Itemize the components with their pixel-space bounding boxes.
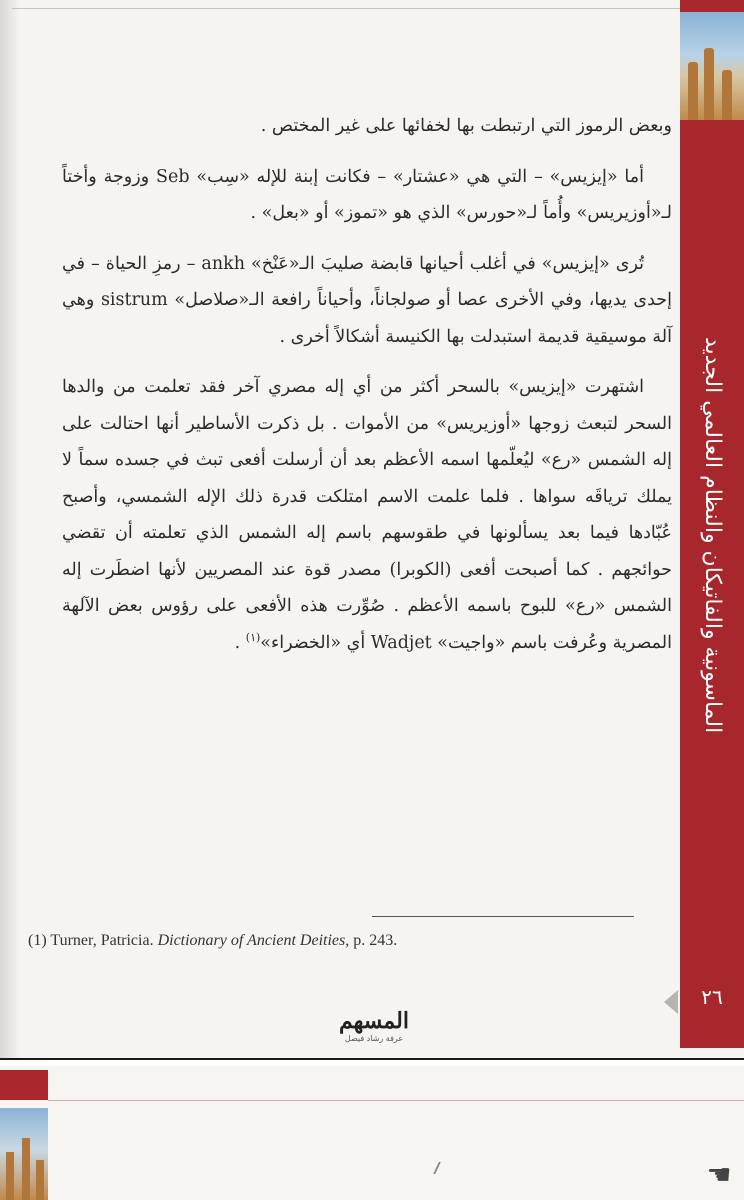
sidebar-photo <box>680 12 744 120</box>
footnote-prefix: (1) Turner, Patricia. <box>28 932 158 949</box>
next-page-rule <box>48 1100 744 1101</box>
body-text <box>62 108 672 675</box>
page-marker-icon <box>664 990 678 1014</box>
paragraph-4-end: . <box>234 632 246 653</box>
running-title: الماسونية والفاتيكان والنظام العالمي الجديد <box>700 336 725 734</box>
paragraph-1: وبعض الرموز التي ارتبطت بها لخفائها على غير المختص . <box>260 116 672 136</box>
footnote-suffix: , p. 243. <box>345 932 398 949</box>
footnote-marker[interactable]: (١) <box>245 630 261 644</box>
footnote <box>28 932 628 950</box>
hand-pointer-icon[interactable]: ☚ <box>706 1158 732 1191</box>
logo-sub: عرفة رشاد فيصل <box>344 1034 404 1043</box>
next-page <box>0 1066 744 1200</box>
paragraph-2: أما «إيزيس» – التي هي «عشتار» – فكانت إبنة للإله «سِب» Seb وزوجة وأختاً لـ«أوزيريس» وأُماً لـ«حورس» الذي هو «تموز» أو «بعل» . <box>62 166 672 223</box>
next-page-photo <box>0 1108 48 1200</box>
page-divider <box>0 1058 744 1060</box>
footnote-title: Dictionary of Ancient Deities <box>157 932 346 949</box>
top-rule <box>12 8 698 9</box>
next-page-red-tab <box>0 1070 48 1100</box>
paragraph-4-text: اشتهرت «إيزيس» بالسحر أكثر من أي إله مصري آخر فقد تعلمت من والدها السحر لتبعث زوجها «أوزيريس» من الأموات . بل ذكرت الأساطير أنها احتالت على إله الشمس «رع» ليُعلّمها اسمه الأعظم بعد أن أرسلت أفعى تبث في جسده سماً لا يملك ترياقَه سواها . فلما علمت الاسم امتلكت قدرة ذلك الإله الشمسي، وأصبح عُبّادها فيما بعد يسألونها في طقوسهم باسم إله الشمس الذي تعلمته أن تقضي حوائجهم . كما أصبحت أفعى (الكوبرا) مصدر قوة عند المصريين لأنها اضطَرت إله الشمس «رع» للبوح باسمه الأعظم . صُوِّرت هذه الأفعى على رؤوس بعض الآلهة المصرية وعُرفت باسم «واجيت» Wadjet أي «الخضراء» <box>62 377 672 653</box>
logo-main: المسهم <box>339 1008 409 1034</box>
page-number: ٢٦ <box>701 985 723 1009</box>
publisher-logo <box>334 1008 414 1048</box>
paragraph-4 <box>62 369 672 661</box>
paragraph-3: تُرى «إيزيس» في أغلب أحيانها قابضة صليبَ الـ«عَنْخ» ankh – رمزِ الحياة – في إحدى يديها، وفي الأخرى عصا أو صولجاناً، وأحياناً رافعة الـ«صلاصل» sistrum وهي آلة موسيقية قديمة استبدلت بها الكنيسة أشكالاً أخرى . <box>62 253 672 347</box>
page-gutter-shadow <box>0 0 20 1060</box>
footnote-rule <box>372 916 634 917</box>
